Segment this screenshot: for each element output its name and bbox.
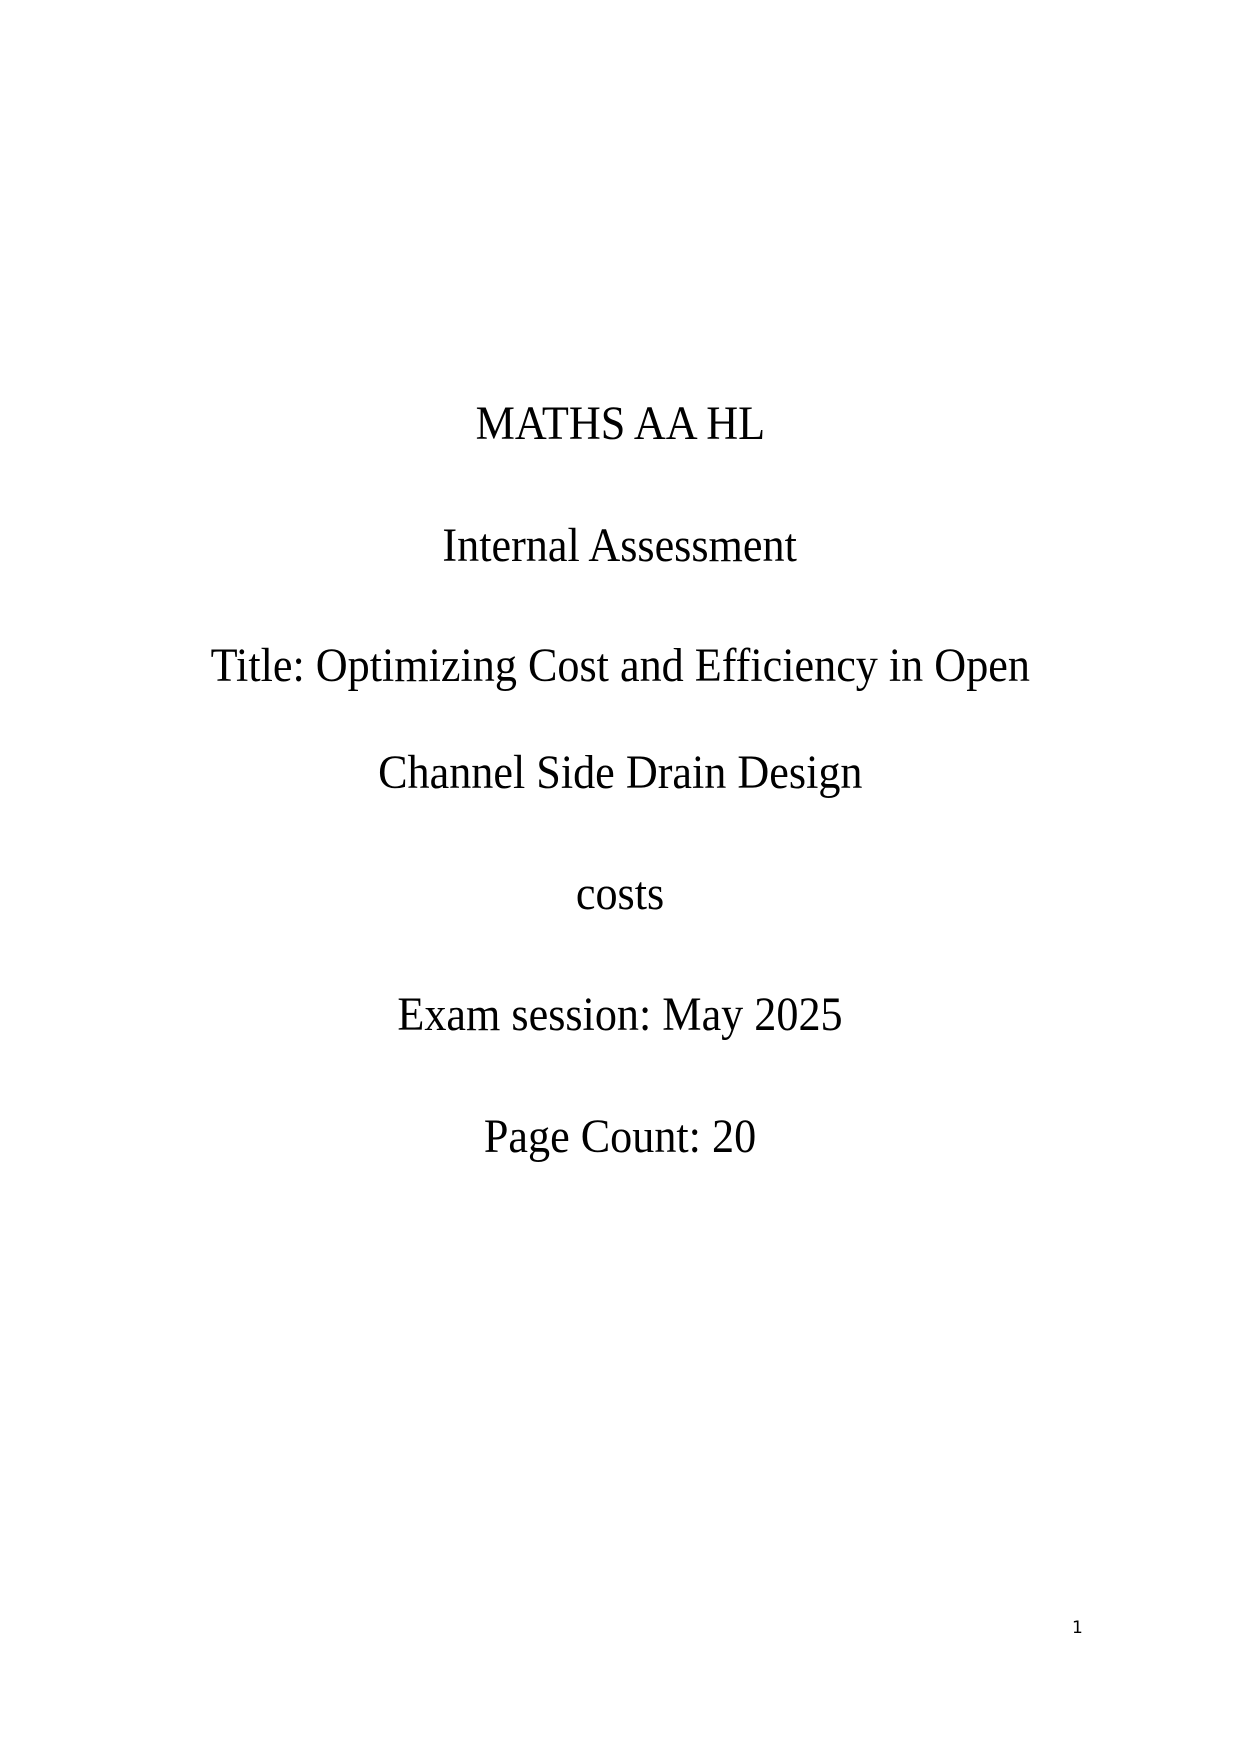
- subtitle-text: costs: [575, 867, 665, 920]
- assessment-type: [0, 519, 1240, 572]
- subject-heading: [0, 397, 1240, 450]
- page-count-text: Page Count: 20: [483, 1110, 757, 1163]
- exam-session-text: Exam session: May 2025: [397, 988, 843, 1041]
- page-count: [0, 1110, 1240, 1163]
- page-number: 1: [1072, 1618, 1083, 1638]
- subject-text: MATHS AA HL: [475, 397, 765, 450]
- assessment-type-text: Internal Assessment: [442, 519, 798, 572]
- subtitle: [0, 867, 1240, 920]
- title-line-1-text: Title: Optimizing Cost and Efficiency in Open: [210, 639, 1030, 692]
- exam-session: [0, 988, 1240, 1041]
- title-line-2: [0, 746, 1240, 799]
- title-line-1: [0, 639, 1240, 692]
- title-line-2-text: Channel Side Drain Design: [377, 746, 863, 799]
